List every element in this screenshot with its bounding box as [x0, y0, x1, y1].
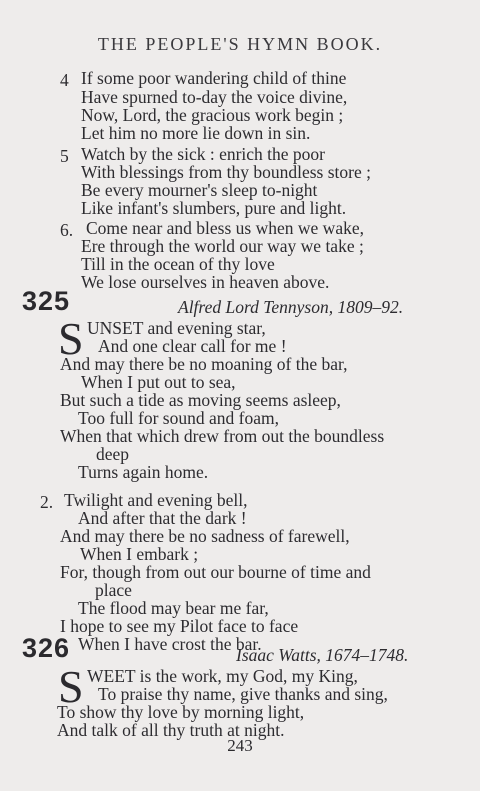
verse-line: Twilight and evening bell, [64, 490, 248, 510]
verse-line: When I have crost the bar. [78, 634, 262, 654]
verse-line: Too full for sound and foam, [78, 408, 279, 428]
stanza-number: 5 [60, 146, 69, 166]
verse-line: When I embark ; [80, 544, 199, 564]
stanza-number: 4 [60, 70, 69, 90]
hymn-number: 326 [22, 633, 71, 663]
verse-line: Now, Lord, the gracious work begin ; [81, 105, 344, 125]
drop-cap: S [58, 313, 84, 364]
drop-cap: S [58, 661, 84, 712]
verse-line: Till in the ocean of thy love [81, 254, 275, 274]
verse-line: Ere through the world our way we take ; [81, 236, 364, 256]
verse-line: And may there be no sadness of farewell, [60, 526, 350, 546]
verse-line: Like infant's slumbers, pure and light. [81, 198, 347, 218]
verse-line: place [95, 580, 132, 600]
verse-line: Watch by the sick : enrich the poor [81, 144, 326, 164]
hymn-author: Alfred Lord Tennyson, 1809–92. [178, 297, 404, 317]
verse-line: UNSET and evening star, [87, 318, 266, 338]
verse-line: For, though from out our bourne of time and [60, 562, 371, 582]
verse-line: Let him no more lie down in sin. [81, 123, 311, 143]
verse-line: I hope to see my Pilot face to face [60, 616, 299, 636]
verse-line: And one clear call for me ! [98, 336, 287, 356]
stanza-number: 6. [60, 220, 74, 240]
verse-line: To praise thy name, give thanks and sing, [98, 684, 388, 704]
verse-line: deep [96, 444, 130, 464]
verse-line: Come near and bless us when we wake, [86, 218, 364, 238]
hymn-author: Isaac Watts, 1674–1748. [236, 645, 409, 665]
verse-line: The flood may bear me far, [78, 598, 269, 618]
verse-line: We lose ourselves in heaven above. [81, 272, 330, 292]
verse-line: Be every mourner's sleep to-night [81, 180, 318, 200]
verse-line: To show thy love by morning light, [57, 702, 305, 722]
verse-line: When that which drew from out the boundless [60, 426, 385, 446]
verse-line: Turns again home. [78, 462, 209, 482]
verse-line: And after that the dark ! [78, 508, 247, 528]
stanza-number: 2. [40, 492, 54, 512]
verse-line: And talk of all thy truth at night. [57, 720, 285, 740]
verse-line: If some poor wandering child of thine [81, 68, 347, 88]
verse-line: Have spurned to-day the voice divine, [81, 87, 348, 107]
verse-line: And may there be no moaning of the bar, [60, 354, 348, 374]
running-header: THE PEOPLE'S HYMN BOOK. [97, 34, 383, 54]
verse-line: WEET is the work, my God, my King, [87, 666, 358, 686]
page-number: 243 [227, 736, 253, 755]
verse-line: With blessings from thy boundless store ; [81, 162, 371, 182]
verse-line: But such a tide as moving seems asleep, [60, 390, 341, 410]
verse-line: When I put out to sea, [81, 372, 236, 392]
hymn-number: 325 [22, 286, 71, 316]
